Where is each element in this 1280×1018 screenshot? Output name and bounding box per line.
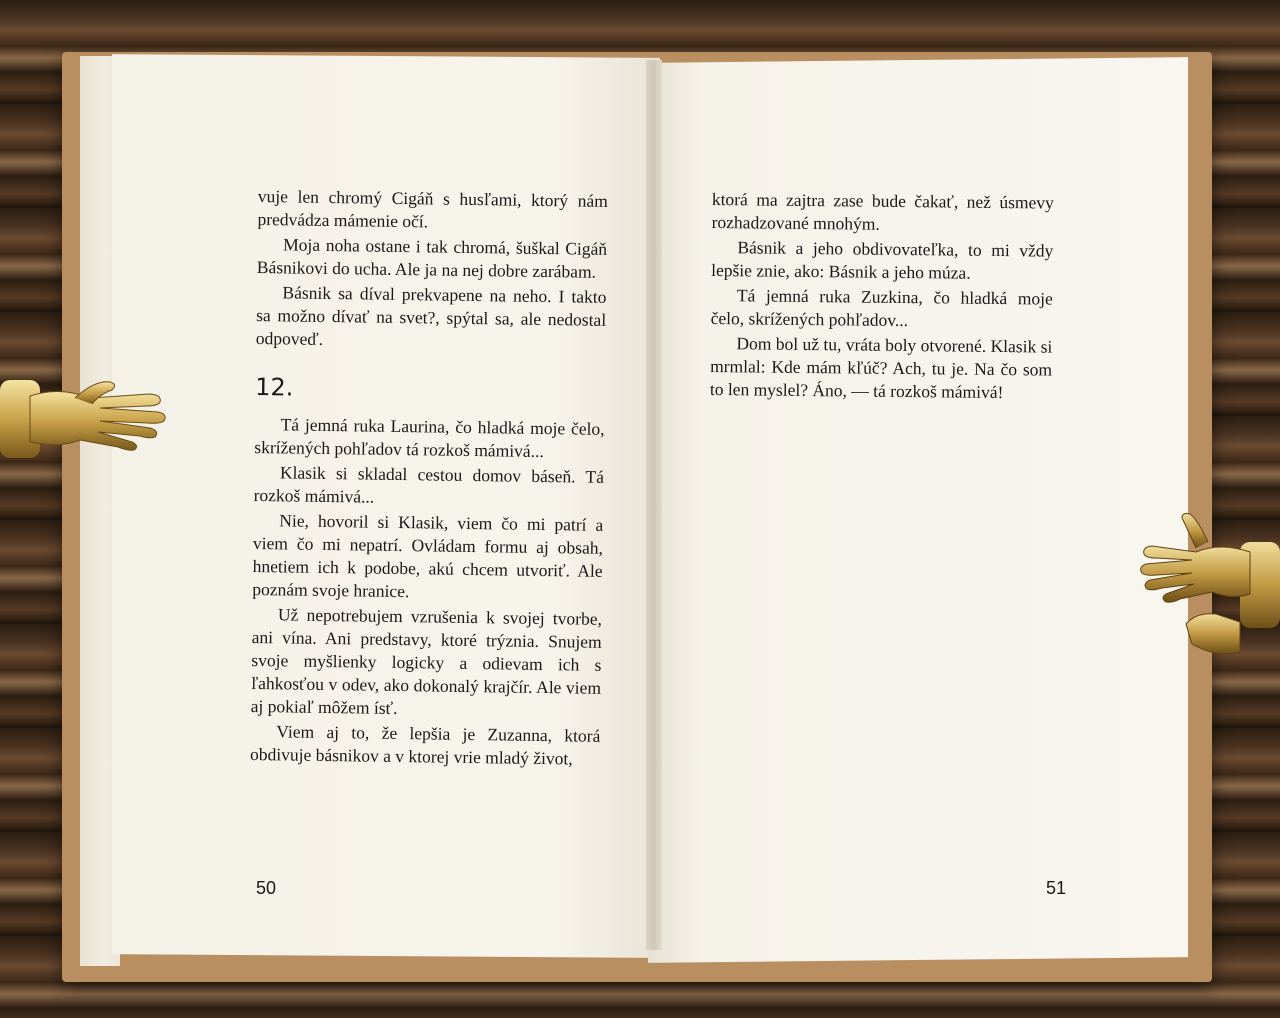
book-gutter bbox=[646, 60, 662, 950]
paragraph: Básnik sa díval prekvapene na neho. I takto sa možno dívať na svet?, spýtal sa, ale nedostal odpoveď. bbox=[255, 282, 607, 349]
paragraph: Klasik si skladal cestou domov báseň. Tá rozkoš mámivá... bbox=[253, 462, 605, 507]
paragraph: Básnik a jeho obdivovateľka, to mi vždy lepšie znie, ako: Básnik a jeho múza. bbox=[711, 237, 1054, 283]
page-number-left: 50 bbox=[256, 878, 277, 898]
paragraph: Moja noha ostane i tak chromá, šuškal Cigáň Básnikovi do ucha. Ale ja na nej dobre zarábam. bbox=[256, 234, 608, 282]
paragraph: Viem aj to, že lepšia je Zuzanna, ktorá obdivuje básnikov a v ktorej vrie mladý život, bbox=[249, 721, 601, 769]
paragraph: Nie, hovoril si Klasik, viem čo mi patrí a viem čo mi nepatrí. Ovládam formu aj obsah, hnetiem ich k podobe, akú chcem utvoriť. Ale poznám svoje hranice. bbox=[252, 510, 604, 602]
page-number-right: 51 bbox=[1046, 878, 1067, 898]
paragraph: vuje len chromý Cigáň s husľami, ktorý nám predvádza mámenie očí. bbox=[257, 185, 608, 232]
brass-hand-clip-right-icon bbox=[1136, 512, 1280, 658]
paragraph: ktorá ma zajtra zase bude čakať, než úsmevy rozhadzované mnohým. bbox=[711, 188, 1054, 234]
right-page-text bbox=[710, 188, 1054, 407]
paragraph: Tá jemná ruka Laurina, čo hladká moje čelo, skrížených pohľadov tá rozkoš mámivá... bbox=[254, 414, 605, 462]
paragraph: Tá jemná ruka Zuzkina, čo hladká moje čelo, skrížených pohľadov... bbox=[710, 285, 1053, 331]
paragraph: Už nepotrebujem vzrušenia k svojej tvorbe, ani vína. Ani predstavy, ktoré trýznia. Snujem svoje myšlienky logicky a odievam ich s ľahkosťou v odev, ako dokonalý krajčír. Ale viem aj pokiaľ môžem ísť. bbox=[250, 604, 603, 718]
brass-hand-clip-left-icon bbox=[0, 368, 172, 468]
left-page-text bbox=[250, 185, 608, 773]
paragraph: Dom bol už tu, vráta boly otvorené. Klasik si mrmlal: Kde mám kľúč? Ach, tu je. Na čo som to len myslel? Áno, — tá rozkoš mámivá! bbox=[709, 333, 1053, 403]
chapter-heading: 12. bbox=[254, 372, 294, 402]
